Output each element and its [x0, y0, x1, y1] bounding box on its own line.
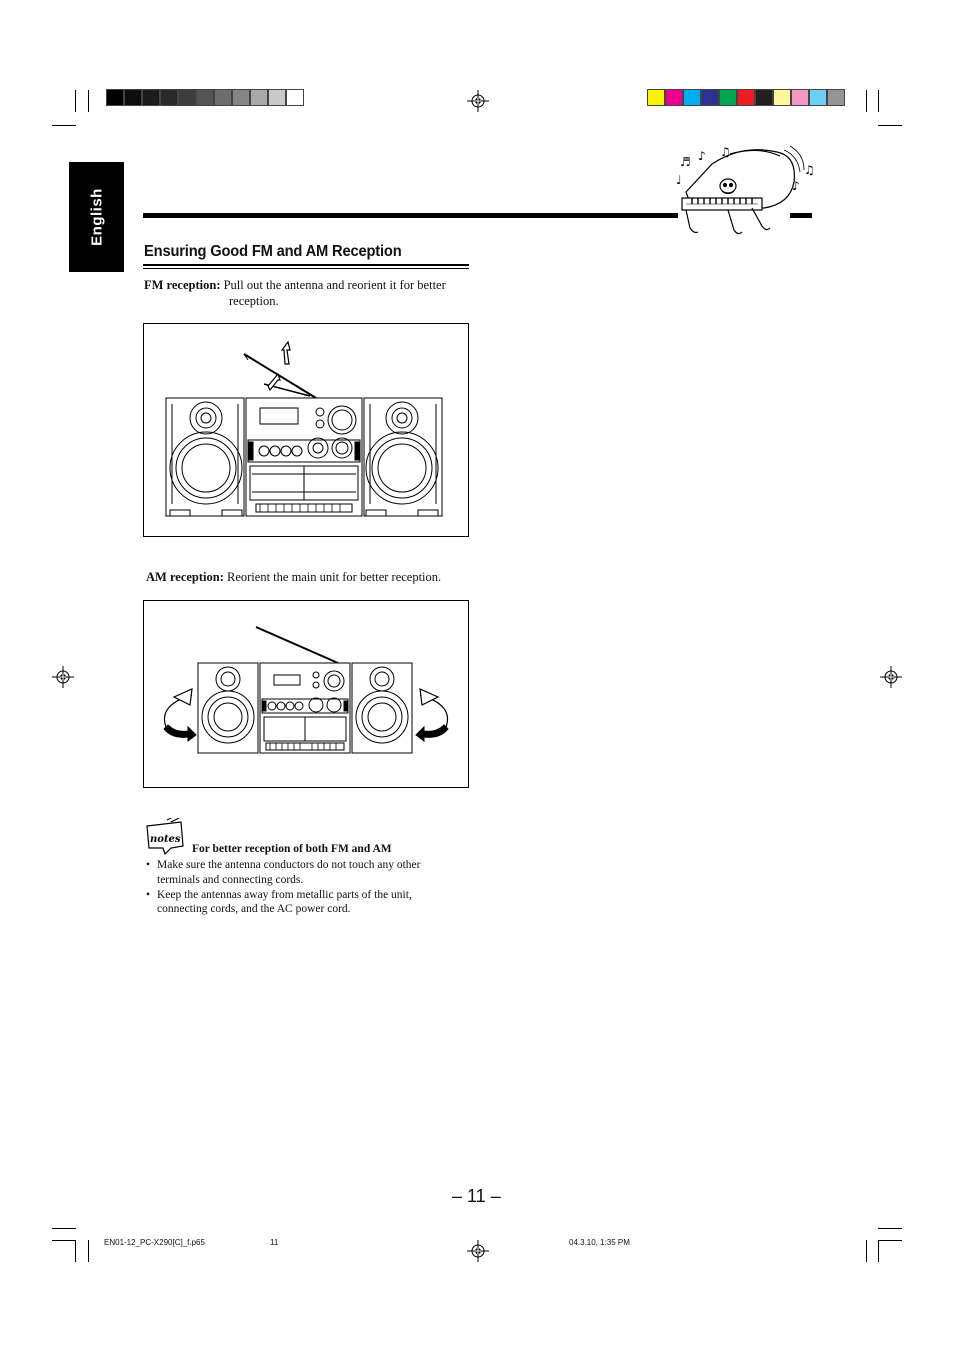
language-tab — [69, 162, 124, 272]
svg-text:♫: ♫ — [720, 145, 731, 159]
registration-mark-left — [52, 666, 74, 688]
svg-text:♩: ♩ — [676, 173, 682, 187]
fm-reception-line2: reception. — [229, 294, 279, 308]
svg-text:♪: ♪ — [792, 179, 800, 193]
color-calibration-bar — [647, 89, 845, 106]
section-title: Ensuring Good FM and AM Reception — [144, 243, 402, 260]
color-swatch — [809, 89, 827, 106]
color-swatch — [286, 89, 304, 106]
am-reception-label: AM reception: — [146, 570, 224, 584]
am-reception-text — [146, 569, 476, 585]
fm-reception-text — [144, 277, 474, 309]
color-swatch — [719, 89, 737, 106]
header-rule — [143, 213, 678, 218]
color-swatch — [232, 89, 250, 106]
notes-icon — [145, 818, 187, 856]
notes-list — [145, 858, 445, 917]
footer-page: 11 — [270, 1238, 279, 1247]
fm-reception-label: FM reception: — [144, 278, 221, 292]
color-swatch — [142, 89, 160, 106]
color-swatch — [250, 89, 268, 106]
registration-mark-right — [880, 666, 902, 688]
color-swatch — [106, 89, 124, 106]
footer-date: 04.3.10, 1:35 PM — [569, 1238, 630, 1247]
fm-antenna-figure — [143, 323, 469, 537]
stereo-system-fm-illustration — [144, 324, 468, 536]
stereo-system-am-illustration — [144, 601, 468, 787]
fm-reception-line1: Pull out the antenna and reorient it for better — [223, 278, 446, 292]
notes-item: • Keep the antennas away from metallic parts of the unit, connecting cords, and the AC power cord. — [145, 888, 445, 917]
color-swatch — [683, 89, 701, 106]
color-swatch — [737, 89, 755, 106]
color-swatch — [124, 89, 142, 106]
svg-text:♬: ♬ — [680, 155, 691, 169]
registration-mark-top — [467, 90, 489, 112]
svg-text:♪: ♪ — [698, 149, 706, 163]
color-swatch — [196, 89, 214, 106]
notes-title: For better reception of both FM and AM — [192, 843, 392, 855]
gray-scale-bar — [106, 89, 304, 106]
svg-text:♫: ♫ — [804, 163, 815, 177]
color-swatch — [268, 89, 286, 106]
color-swatch — [773, 89, 791, 106]
title-underline-thin — [143, 268, 469, 269]
color-swatch — [160, 89, 178, 106]
page-number: – 11 – — [452, 1186, 501, 1206]
color-swatch — [827, 89, 845, 106]
language-tab-label: English — [88, 188, 105, 246]
piano-mascot-illustration — [672, 142, 820, 238]
color-swatch — [755, 89, 773, 106]
am-reception-description: Reorient the main unit for better reception. — [227, 570, 442, 584]
footer-file-name: EN01-12_PC-X290[C]_f.p65 — [104, 1238, 205, 1247]
color-swatch — [701, 89, 719, 106]
registration-mark-bottom — [467, 1240, 489, 1262]
svg-text:notes: notes — [150, 834, 181, 845]
color-swatch — [665, 89, 683, 106]
notes-item: • Make sure the antenna conductors do not touch any other terminals and connecting cords. — [145, 858, 445, 887]
color-swatch — [214, 89, 232, 106]
color-swatch — [647, 89, 665, 106]
title-underline — [143, 264, 469, 266]
am-reorient-figure — [143, 600, 469, 788]
color-swatch — [791, 89, 809, 106]
color-swatch — [178, 89, 196, 106]
